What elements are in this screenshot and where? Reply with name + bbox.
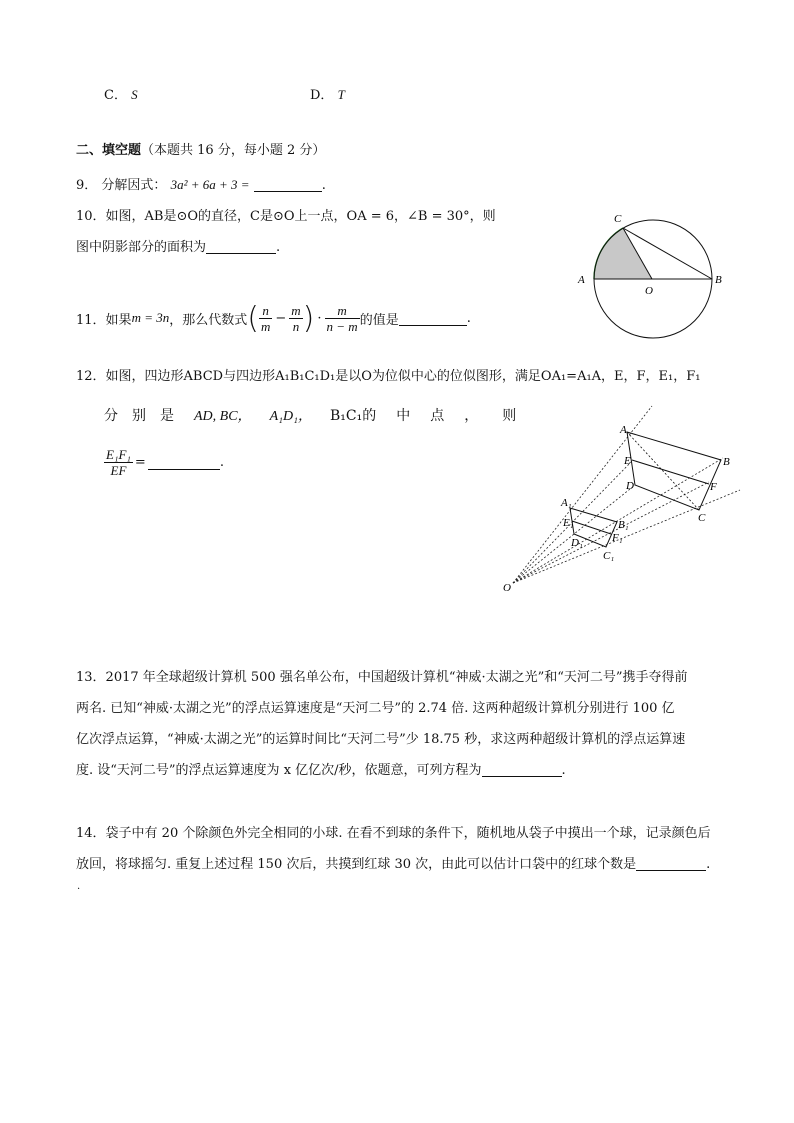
section-title: 二、填空题 (76, 143, 142, 158)
q11-text1: 如果 (105, 312, 132, 328)
q12-diagonal-ac (627, 432, 699, 510)
q12-label-a: A (620, 424, 627, 436)
q12-equals: = (134, 455, 146, 470)
q12-label-o: O (503, 582, 511, 594)
q13-line4-wrap (76, 755, 688, 786)
question-12 (76, 365, 701, 384)
q12-label-e1: E₁ (563, 517, 574, 529)
q12-label-d: D (626, 480, 634, 492)
section-note: （本题共 16 分，每小题 2 分） (141, 143, 326, 158)
q9-expression: 3a² + 6a + 3 = (170, 177, 250, 192)
question-12-answer (104, 447, 224, 478)
q11-end: . (466, 310, 471, 326)
q11-minus: − (275, 310, 287, 326)
question-12-line2 (104, 405, 516, 425)
q12-quad-abcd (627, 432, 721, 510)
q14-line2-wrap (76, 849, 711, 880)
q12-word: B₁C₁的 (329, 408, 377, 424)
stray-mark: . (77, 881, 81, 892)
q13-line2: 两名. 已知“神威·太湖之光”的浮点运算速度是“天河二号”的 2.74 倍. 这两种超级计算机分别进行 100 亿 (76, 701, 675, 716)
q11-number: 11． (76, 312, 106, 328)
q9-answer-blank[interactable] (254, 177, 322, 192)
q11-text2: ，那么代数式 (169, 312, 248, 328)
q12-fraction: $\frac{\text{E₁F₁}}{EF}$ (106, 447, 131, 478)
q12-segment-e1f1 (572, 521, 611, 534)
q12-word: ， (464, 408, 479, 424)
q12-label-b: B (723, 456, 730, 468)
q10-label-a: A (578, 274, 585, 286)
q12-end: . (219, 455, 224, 470)
q12-answer-blank[interactable] (148, 455, 220, 470)
q12-label-b1: B₁ (618, 519, 629, 531)
q12-word: 别 (132, 408, 146, 424)
choice-d (310, 84, 345, 103)
q12-label-a1: A₁ (561, 497, 572, 509)
q11-text3: 的值是 (359, 312, 399, 328)
q10-label-c: C (614, 213, 622, 225)
choice-c (104, 84, 138, 103)
q13-line1: 13．2017 年全球超级计算机 500 强名单公布，中国超级计算机“神威·太湖之光”和“天河二号”携手夺得前 (76, 670, 688, 685)
q11-left-paren: ( (247, 300, 259, 336)
q10-shaded-sector (594, 228, 652, 279)
choice-c-label: C． (104, 88, 127, 103)
q13-end: . (561, 763, 566, 778)
q11-condition: m = 3n (131, 310, 170, 325)
q12-word: A₁D₁， (269, 409, 312, 424)
q12-figure (495, 400, 750, 595)
q10-number: 10． (76, 209, 106, 224)
q12-word: 是 (160, 408, 174, 424)
question-11 (76, 296, 471, 340)
question-9 (76, 174, 326, 193)
q10-line2: 图中阴影部分的面积为 (76, 240, 207, 255)
q11-fraction-m-over-n: $\frac{m}{n}$ (291, 302, 301, 334)
q11-dot: · (317, 310, 322, 326)
q10-label-b: B (715, 274, 722, 286)
q9-number: 9． (76, 178, 98, 193)
choice-d-value: T (337, 87, 345, 102)
q12-label-d1: D₁ (571, 537, 583, 549)
q12-label-c: C (698, 512, 706, 524)
q10-end: . (276, 240, 281, 255)
q9-end: . (321, 178, 326, 193)
q11-answer-blank[interactable] (399, 311, 467, 326)
q12-number: 12． (76, 369, 106, 384)
q12-ray-of (513, 482, 709, 583)
question-13 (76, 662, 688, 786)
q10-figure (570, 205, 730, 350)
q13-answer-blank[interactable] (482, 762, 562, 777)
q14-line2: 放回，将球摇匀. 重复上述过程 150 次后，共摸到红球 30 次，由此可以估计口袋中的红球个数是 (76, 857, 637, 872)
question-10-line2 (76, 236, 280, 255)
section-heading (76, 139, 325, 158)
q10-answer-blank[interactable] (206, 239, 276, 254)
q12-word: 分 (104, 408, 118, 424)
question-10 (76, 205, 496, 224)
q12-ray-oc (513, 490, 740, 583)
q10-label-o: O (645, 285, 653, 297)
q12-ray-oa (513, 406, 652, 583)
q12-word: 点 (430, 408, 445, 424)
q12-label-e: E (624, 455, 631, 467)
q14-end: . (706, 857, 711, 872)
q11-right-paren: ) (302, 300, 315, 336)
q12-label-f: F (710, 481, 717, 493)
q12-line1: 如图，四边形ABCD与四边形A₁B₁C₁D₁是以O为位似中心的位似图形，满足OA₁=A₁A，E，F，E₁，F₁ (105, 369, 701, 384)
q11-fraction-n-over-m: $\frac{n}{m}$ (260, 302, 271, 334)
q10-line1: 如图，AB是⊙O的直径，C是⊙O上一点，OA = 6，∠B = 30°，则 (105, 209, 496, 224)
q14-answer-blank[interactable] (636, 856, 706, 871)
q12-word: 则 (502, 408, 517, 424)
q11-fraction-m-over-n-minus-m: $\frac{m}{n - m}$ (326, 302, 358, 334)
q13-line4: 度. 设“天河二号”的浮点运算速度为 x 亿亿次/秒，依题意，可列方程为 (76, 763, 482, 778)
q14-line1: 14．袋子中有 20 个除颜色外完全相同的小球. 在看不到球的条件下，随机地从袋子中摸出一个球，记录颜色后 (76, 826, 711, 841)
question-14 (76, 818, 711, 880)
q12-label-c1: C₁ (603, 550, 615, 562)
q9-text: 分解因式： (101, 178, 167, 193)
choice-d-label: D． (310, 88, 334, 103)
choice-c-value: S (131, 87, 138, 102)
q12-label-f1: F₁ (612, 532, 623, 544)
q12-word: AD, BC， (194, 409, 252, 424)
q12-word: 中 (396, 408, 411, 424)
q13-line3: 亿次浮点运算，“神威·太湖之光”的运算时间比“天河二号”少 18.75 秒，求这两种超级计算机的浮点运算速 (76, 732, 686, 747)
q12-segment-ef (632, 460, 709, 484)
